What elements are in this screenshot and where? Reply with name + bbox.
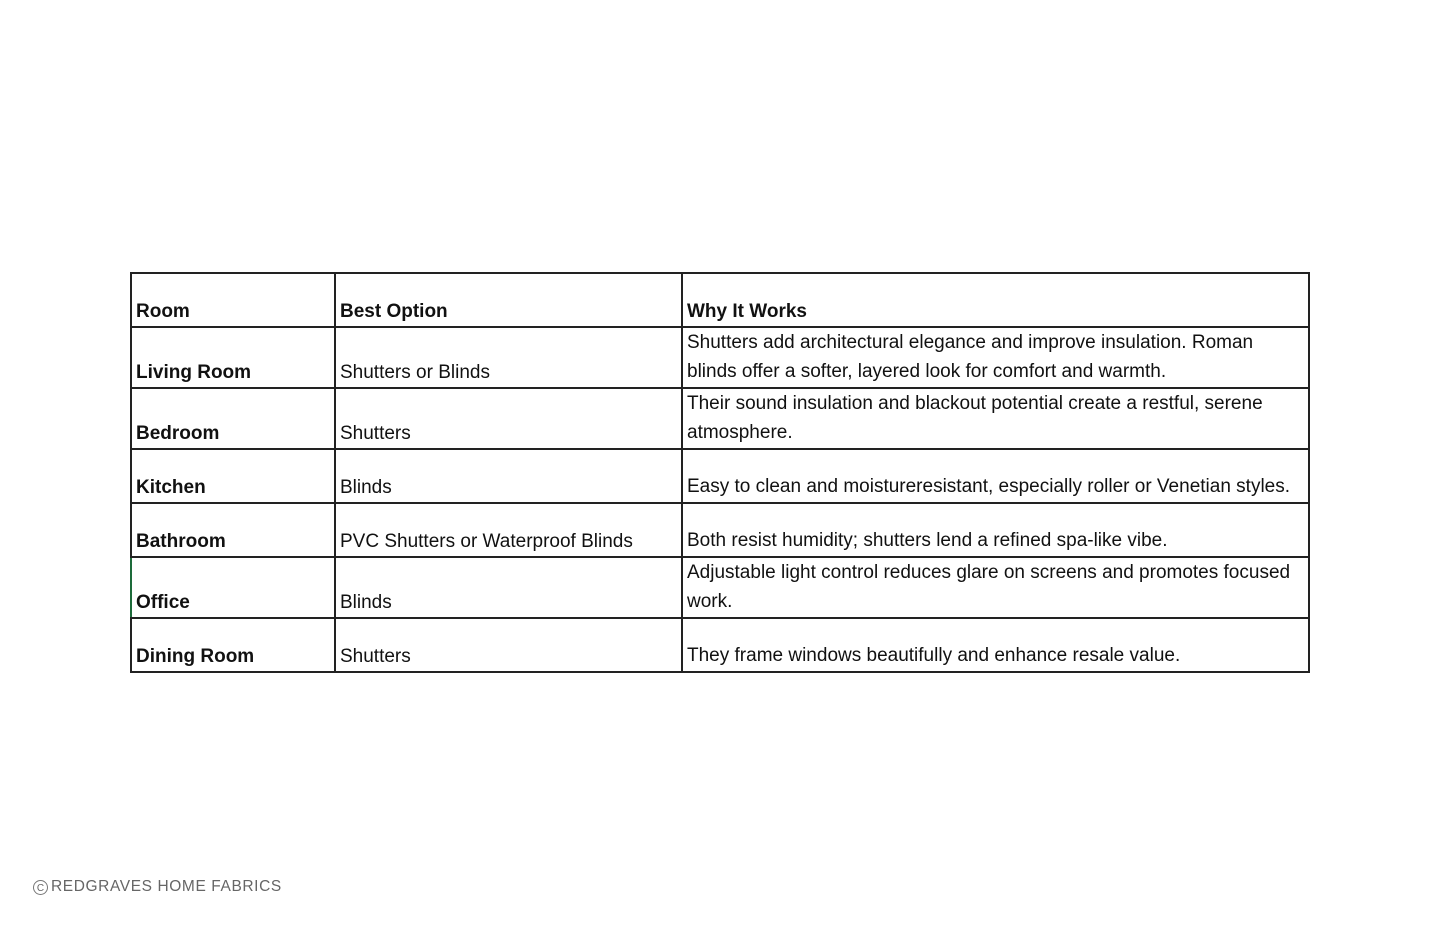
footer-brand-text: REDGRAVES HOME FABRICS [51,878,282,895]
room-cell[interactable]: Bedroom [131,388,335,449]
room-cell[interactable]: Kitchen [131,449,335,503]
option-cell[interactable]: PVC Shutters or Waterproof Blinds [335,503,682,557]
option-cell[interactable]: Shutters [335,388,682,449]
room-cell[interactable]: Office [131,557,335,618]
room-cell[interactable]: Dining Room [131,618,335,672]
why-cell[interactable]: Both resist humidity; shutters lend a refined spa-like vibe. [682,503,1309,557]
why-cell[interactable]: Adjustable light control reduces glare on screens and promotes focused work. [682,557,1309,618]
header-room[interactable]: Room [131,273,335,327]
why-cell[interactable]: Easy to clean and moistureresistant, especially roller or Venetian styles. [682,449,1309,503]
why-cell[interactable]: Shutters add architectural elegance and improve insulation. Roman blinds offer a softer, layered look for comfort and warmth. [682,327,1309,388]
table-row [131,503,1309,557]
option-cell[interactable]: Blinds [335,557,682,618]
why-cell[interactable]: Their sound insulation and blackout potential create a restful, serene atmosphere. [682,388,1309,449]
table-row [131,327,1309,388]
room-cell[interactable]: Living Room [131,327,335,388]
copyright-footer [33,878,282,896]
table-row [131,557,1309,618]
option-cell[interactable]: Blinds [335,449,682,503]
room-cell[interactable]: Bathroom [131,503,335,557]
why-cell[interactable]: They frame windows beautifully and enhance resale value. [682,618,1309,672]
option-cell[interactable]: Shutters [335,618,682,672]
table-row [131,449,1309,503]
header-row [131,273,1309,327]
header-best-option[interactable]: Best Option [335,273,682,327]
table-row [131,618,1309,672]
copyright-icon: C [33,880,48,895]
room-options-table [130,272,1310,673]
header-why-it-works[interactable]: Why It Works [682,273,1309,327]
table-row [131,388,1309,449]
option-cell[interactable]: Shutters or Blinds [335,327,682,388]
